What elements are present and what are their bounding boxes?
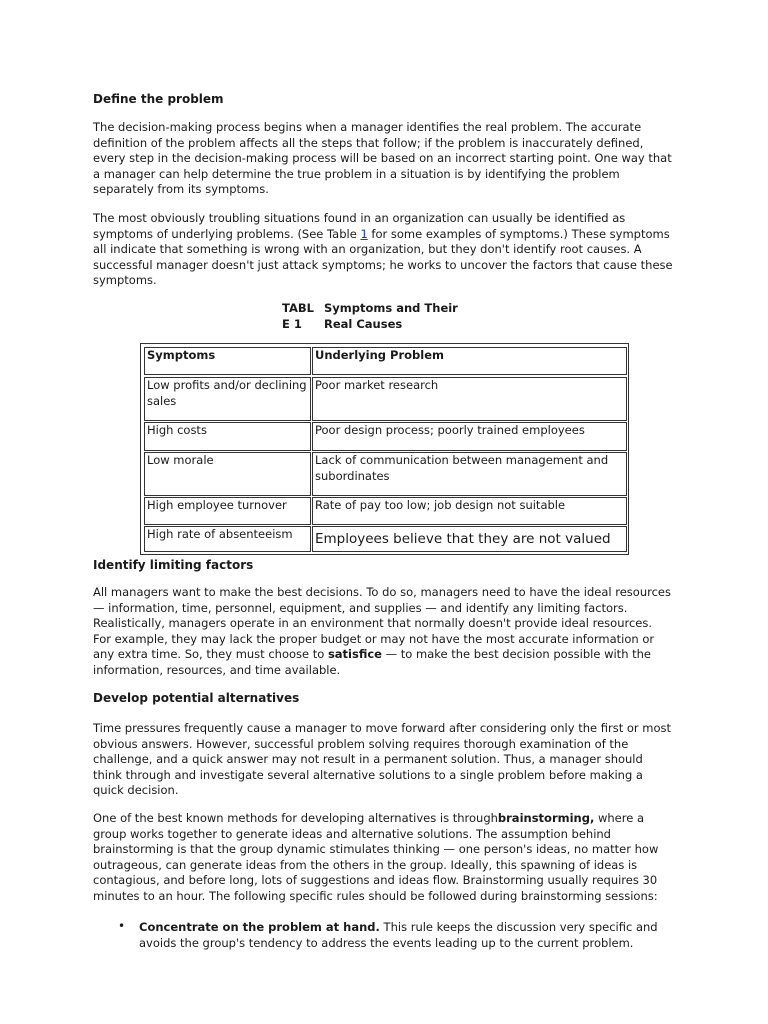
paragraph-limiting-end: — to make the best decision possible with the information, resources, and time available.: [93, 647, 652, 677]
table-cell-symptom: High employee turnover: [144, 497, 311, 525]
heading-develop-alternatives: Develop potential alternatives: [93, 691, 300, 705]
table-cell-symptom: High rate of absenteeism: [144, 526, 311, 552]
table-title-line-2: Real Causes: [324, 316, 403, 331]
bullet-icon: •: [118, 919, 126, 933]
paragraph-limiting-start: All managers want to make the best decisions. To do so, managers need to have the ideal resources — information, time, personnel, equipment, and supplies — and identify any limiting factors. Realistically, managers operate in an environment that normally doesn't provide ideal resources. For example, they may lack the proper budget or may not have the most accurate information or any extra time. So, they must choose to: [93, 585, 671, 661]
table-label-line-1: TABL: [282, 301, 314, 315]
table-cell-cause: Poor design process; poorly trained employees: [312, 422, 627, 451]
paragraph-define-2: [93, 211, 673, 289]
paragraph-define-1: The decision-making process begins when a manager identifies the real problem. The accurate definition of the problem affects all the steps that follow; if the problem is inaccurately defined, every step in the decision-making process will be based on an incorrect starting point. One way that a manager can help determine the true problem in a situation is by identifying the problem separately from its symptoms.: [93, 120, 672, 196]
table-cell-cause: Poor market research: [312, 377, 627, 421]
symptoms-table: [140, 343, 629, 555]
paragraph-limiting-1: [93, 585, 673, 678]
table-cell-cause: Employees believe that they are not valued: [312, 526, 627, 552]
table-cell-symptom: Low morale: [144, 452, 311, 496]
heading-define-problem: Define the problem: [93, 92, 224, 106]
rule-description: This rule keeps the discussion very specific and avoids the group's tendency to address the events leading up to the current problem.: [139, 920, 658, 950]
paragraph-alternatives-2-start: One of the best known methods for developing alternatives is through: [93, 811, 498, 825]
table-cell-cause: Lack of communication between management and subordinates: [312, 452, 627, 496]
table-header-underlying-problem: Underlying Problem: [312, 347, 627, 375]
rule-title: Concentrate on the problem at hand.: [139, 920, 380, 934]
table-1-link[interactable]: 1: [360, 226, 368, 241]
paragraph-alternatives-1: Time pressures frequently cause a manager to move forward after considering only the first or most obvious answers. However, successful problem solving requires thorough examination of the challenge, and a quick answer may not result in a permanent solution. Thus, a manager should think through and investigate several alternative solutions to a single problem before making a quick decision.: [93, 721, 672, 797]
table-cell-cause: Rate of pay too low; job design not suitable: [312, 497, 627, 525]
bullet-text: [139, 920, 673, 951]
paragraph-define-2-end: for some examples of symptoms.) These symptoms all indicate that something is wrong with an organization, but they don't identify root causes. A successful manager doesn't just attack symptoms; he works to uncover the factors that cause these symptoms.: [93, 226, 673, 287]
heading-limiting-factors: Identify limiting factors: [93, 558, 254, 572]
table-cell-symptom: High costs: [144, 422, 311, 451]
table-title: [324, 301, 474, 332]
paragraph-alternatives-2-end: where a group works together to generate ideas and alternative solutions. The assumption behind brainstorming is that the group dynamic stimulates thinking — one person's ideas, no matter how outrageous, can generate ideas from the others in the group. Ideally, this spawning of ideas is contagious, and before long, lots of suggestions and ideas flow. Brainstorming usually requires 30 minutes to an hour. The following specific rules should be followed during brainstorming sessions:: [93, 811, 659, 903]
paragraph-define-2-start: The most obviously troubling situations found in an organization can usually be identified as symptoms of underlying problems. (See Table: [93, 211, 626, 241]
table-label-line-2: E 1: [282, 316, 302, 331]
term-brainstorming: brainstorming,: [497, 811, 595, 825]
table-cell-symptom: Low profits and/or declining sales: [144, 377, 311, 421]
table-label: [282, 301, 318, 332]
term-satisfice: satisfice: [327, 647, 382, 661]
table-header-symptoms: Symptoms: [144, 347, 311, 375]
table-title-line-1: Symptoms and Their: [324, 301, 458, 315]
paragraph-alternatives-2: [93, 811, 673, 904]
